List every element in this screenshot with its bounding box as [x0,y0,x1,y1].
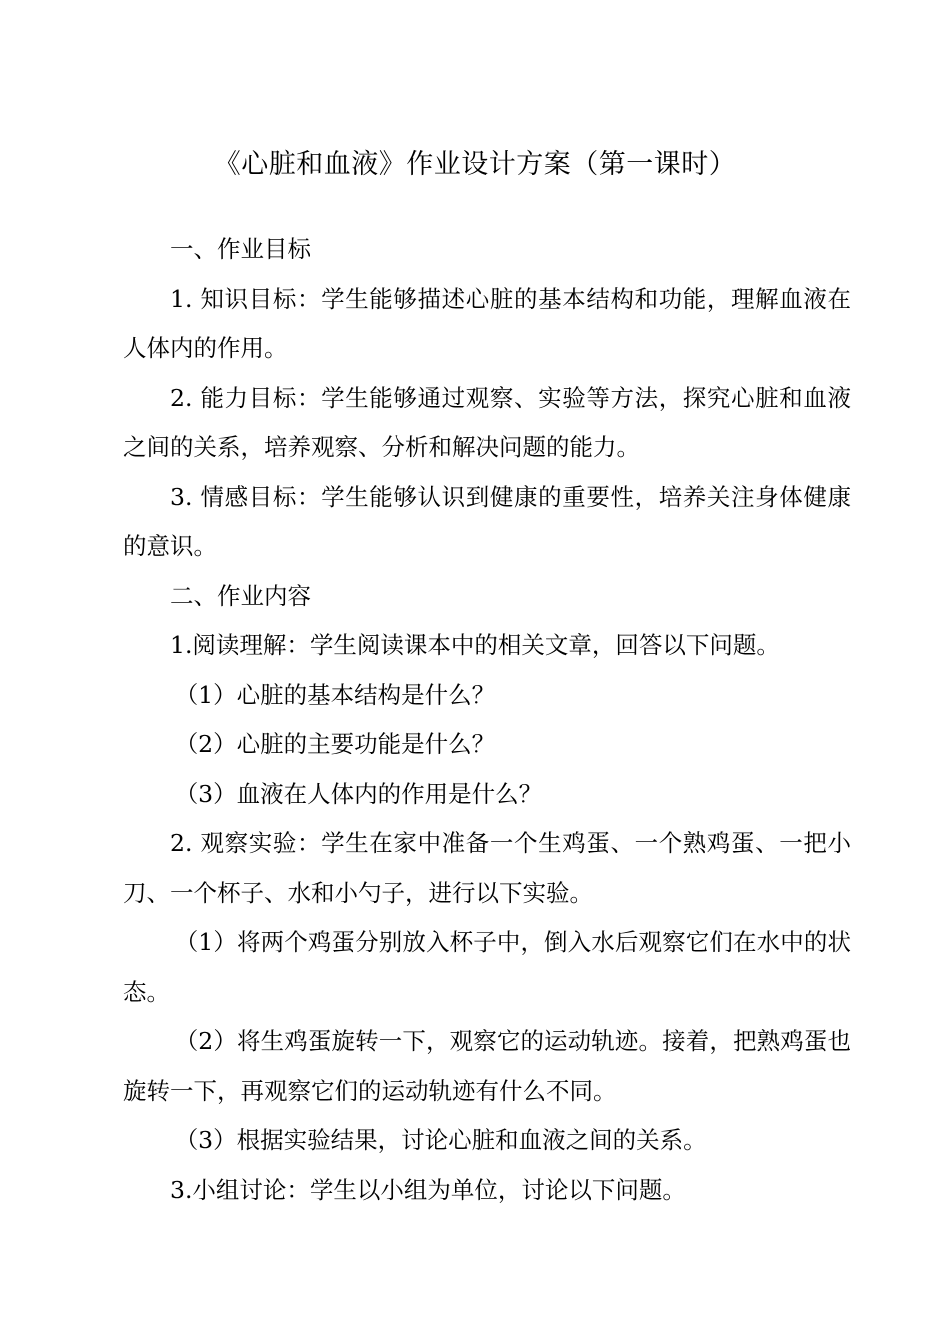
section-heading-content: 二、作业内容 [170,581,311,610]
question-item-3: （3）血液在人体内的作用是什么？ [174,779,543,808]
document-body [123,225,851,1215]
paragraph-knowledge-goal: 1. 知识目标：学生能够描述心脏的基本结构和功能，理解血液在人体内的作用。 [123,284,851,362]
experiment-step-2: （2）将生鸡蛋旋转一下，观察它的运动轨迹。接着，把熟鸡蛋也旋转一下，再观察它们的运动轨迹有什么不同。 [123,1027,851,1105]
paragraph-ability-goal: 2. 能力目标：学生能够通过观察、实验等方法，探究心脏和血液之间的关系，培养观察、分析和解决问题的能力。 [123,383,851,461]
question-item-1: （1）心脏的基本结构是什么？ [174,680,496,709]
paragraph-group-discussion: 3.小组讨论：学生以小组为单位，讨论以下问题。 [170,1175,686,1204]
experiment-step-3: （3）根据实验结果，讨论心脏和血液之间的关系。 [174,1126,707,1154]
paragraph-reading: 1.阅读理解：学生阅读课本中的相关文章，回答以下问题。 [170,631,780,659]
paragraph-emotion-goal: 3. 情感目标：学生能够认识到健康的重要性，培养关注身体健康的意识。 [123,482,851,560]
section-heading-goals: 一、作业目标 [170,235,311,263]
experiment-step-1: （1）将两个鸡蛋分别放入杯子中，倒入水后观察它们在水中的状态。 [123,928,851,1006]
question-item-2: （2）心脏的主要功能是什么？ [174,730,496,758]
paragraph-experiment: 2. 观察实验：学生在家中准备一个生鸡蛋、一个熟鸡蛋、一把小刀、一个杯子、水和小勺子，进行以下实验。 [123,829,851,907]
document-title: 《心脏和血液》作业设计方案（第一课时） [213,149,737,180]
